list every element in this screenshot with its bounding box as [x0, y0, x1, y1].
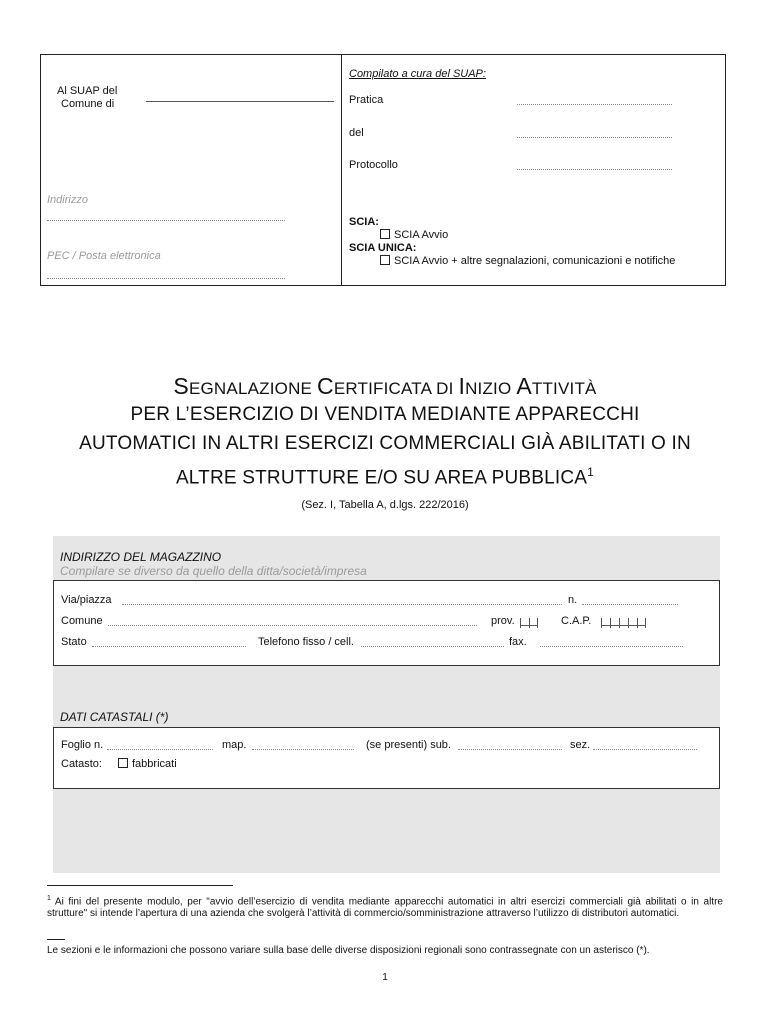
foglio-field[interactable]	[107, 749, 213, 750]
suap-label-line2: Comune di	[61, 98, 115, 110]
indirizzo-label: Indirizzo	[47, 194, 88, 206]
sub-field[interactable]	[458, 749, 562, 750]
sez-label: sez.	[570, 739, 591, 751]
catasto-label: Catasto:	[61, 758, 102, 770]
numero-field[interactable]	[582, 604, 678, 605]
title-footnote-mark: 1	[587, 465, 595, 479]
scia-unica-label: SCIA Avvio + altre segnalazioni, comunicazioni e notifiche	[394, 255, 676, 267]
del-label: del	[349, 127, 364, 139]
pratica-label: Pratica	[349, 94, 384, 106]
pratica-field[interactable]	[517, 104, 672, 105]
magazzino-heading: INDIRIZZO DEL MAGAZZINO	[60, 550, 222, 564]
footnote-1	[47, 893, 723, 920]
scia-heading: SCIA:	[349, 216, 379, 228]
telefono-label: Telefono fisso / cell.	[258, 636, 354, 648]
cap-label: C.A.P.	[561, 615, 592, 627]
scia-unica-option[interactable]	[380, 255, 675, 268]
scia-avvio-label: SCIA Avvio	[394, 229, 449, 241]
footnote-1-text: Ai fini del presente modulo, per "avvio dell’esercizio di vendita mediante apparecchi automatici in altri esercizi commerciali già abilitati o in altre strutture" si intende l’apertura di una azienda che svolgerà l’attività di commercio/somministrazione attraverso l’utilizzo di distributori automatici.	[47, 896, 723, 920]
suap-label-line1: Al SUAP del	[57, 85, 118, 97]
numero-label: n.	[568, 594, 578, 606]
pec-field[interactable]	[47, 278, 285, 279]
footnote-separator	[47, 885, 233, 886]
telefono-field[interactable]	[361, 646, 504, 647]
stato-label: Stato	[61, 636, 87, 648]
document-title-line4: ALTRE STRUTTURE E/O SU AREA PUBBLICA$^1$	[175, 465, 595, 489]
fabbricati-option[interactable]	[118, 758, 177, 771]
magazzino-subheading: Compilare se diverso da quello della ditta/società/impresa	[60, 564, 367, 578]
fabbricati-label: fabbricati	[132, 758, 177, 770]
sez-field[interactable]	[593, 749, 697, 750]
footnote-2: Le sezioni e le informazioni che possono variare sulla base delle diverse disposizioni regionali sono contrassegnate con un asterisco (*).	[47, 945, 650, 956]
document-title-line1: SEGNALAZIONE CERTIFICATA DI INIZIO ATTIVITÀ	[173, 373, 597, 399]
del-field[interactable]	[517, 137, 672, 138]
pec-label: PEC / Posta elettronica	[47, 250, 161, 262]
comune-input[interactable]	[108, 625, 477, 626]
protocollo-label: Protocollo	[349, 159, 398, 171]
comune-field[interactable]	[146, 101, 334, 102]
indirizzo-field[interactable]	[47, 220, 285, 221]
page-number: 1	[382, 972, 388, 983]
footnote-short-separator	[47, 939, 65, 940]
fax-label: fax.	[509, 636, 527, 648]
fabbricati-checkbox[interactable]	[118, 758, 128, 768]
header-divider	[341, 54, 342, 286]
protocollo-field[interactable]	[517, 169, 672, 170]
foglio-label: Foglio n.	[61, 739, 104, 751]
catastali-heading: DATI CATASTALI (*)	[60, 710, 169, 724]
prov-label: prov.	[491, 615, 515, 627]
comune-label: Comune	[61, 615, 103, 627]
fax-field[interactable]	[540, 646, 683, 647]
sub-label: (se presenti) sub.	[366, 739, 451, 751]
map-label: map.	[222, 739, 247, 751]
scia-unica-heading: SCIA UNICA:	[349, 242, 417, 254]
via-label: Via/piazza	[61, 594, 112, 606]
cap-field[interactable]	[601, 615, 646, 633]
via-field[interactable]	[122, 604, 562, 605]
scia-unica-checkbox[interactable]	[380, 255, 390, 265]
map-field[interactable]	[252, 749, 354, 750]
scia-avvio-option[interactable]	[380, 229, 448, 242]
compiled-by-suap-label: Compilato a cura del SUAP:	[349, 68, 486, 80]
footnote-1-mark: 1	[47, 895, 51, 902]
prov-field[interactable]	[520, 615, 538, 633]
stato-field[interactable]	[92, 646, 246, 647]
scia-avvio-checkbox[interactable]	[380, 229, 390, 239]
document-title-line3: AUTOMATICI IN ALTRI ESERCIZI COMMERCIALI GIÀ ABILITATI O IN	[79, 433, 691, 454]
document-title-line2: PER L’ESERCIZIO DI VENDITA MEDIANTE APPARECCHI	[130, 404, 640, 425]
document-subtitle: (Sez. I, Tabella A, d.lgs. 222/2016)	[301, 499, 469, 511]
